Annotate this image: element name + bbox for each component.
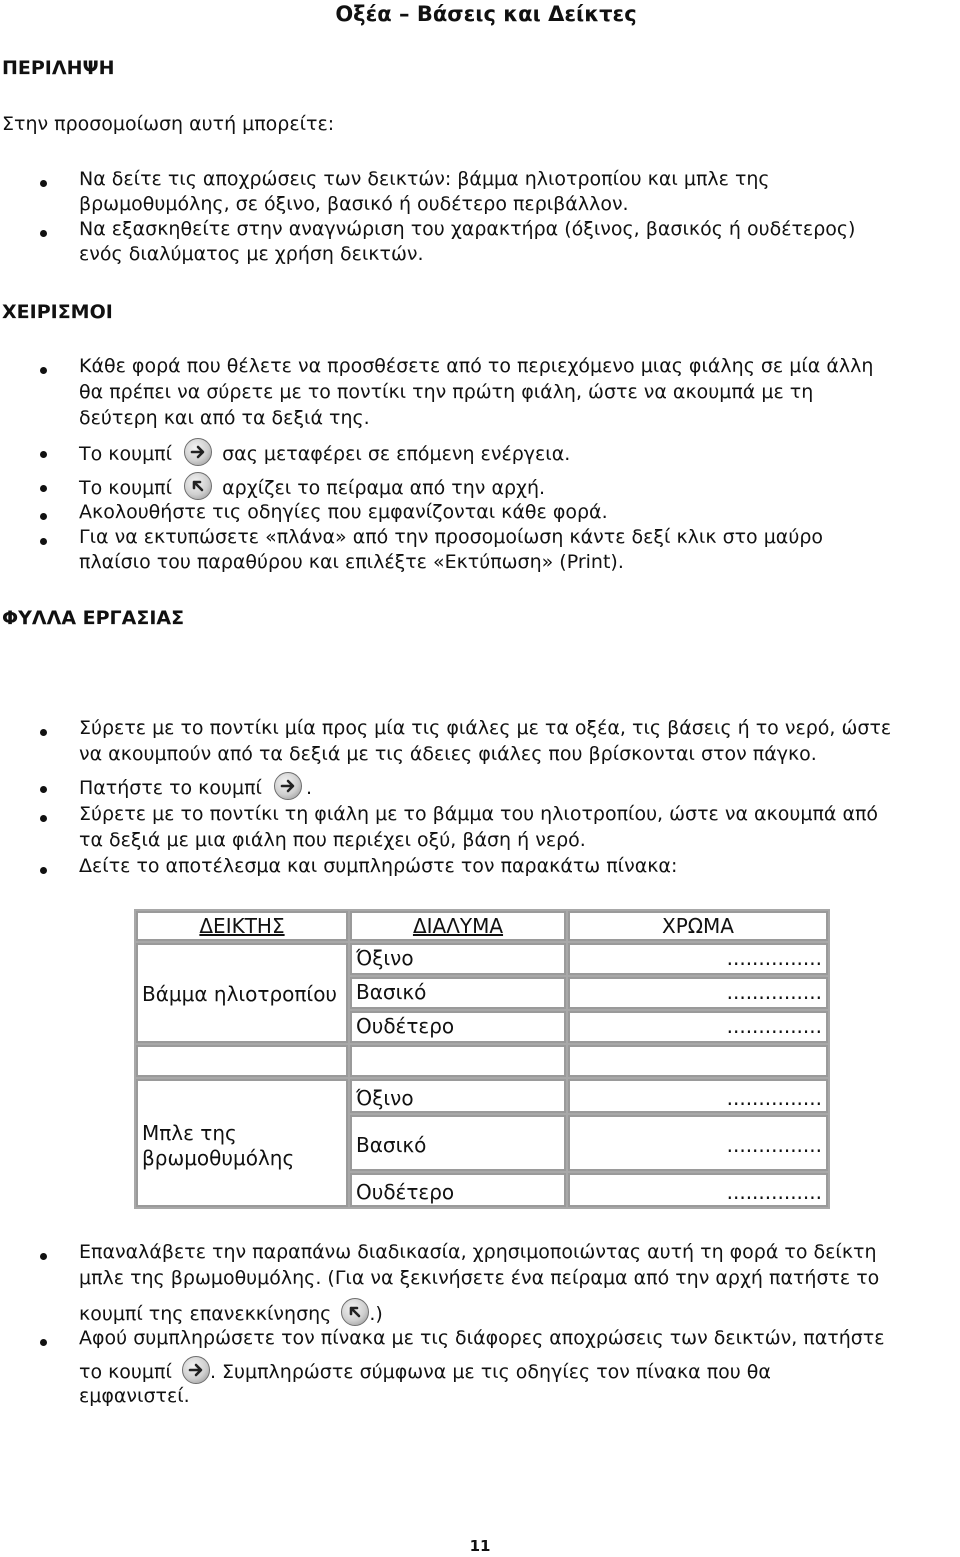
worksheets-item-1-line-2: να ακουμπούν από τα δεξιά με τις άδειες φιάλες που βρίσκονται στον πάγκο. [79, 743, 817, 765]
worksheets-item-2-pre: Πατήστε το κουμπί [79, 777, 262, 799]
indicator-line-1: Μπλε της [142, 1121, 237, 1145]
table-solution: Ουδέτερο [350, 1011, 566, 1043]
arrow-up-left-icon [341, 1298, 369, 1326]
table-color-blank[interactable]: ............... [568, 943, 828, 975]
table-color-blank[interactable]: ............... [568, 1115, 828, 1171]
controls-item-2-post: σας μεταφέρει σε επόμενη ενέργεια. [222, 443, 571, 465]
bullet [40, 1253, 47, 1260]
table-color-blank[interactable]: ............... [568, 1079, 828, 1113]
controls-item-3 [79, 472, 957, 501]
controls-item-5-line-1: Για να εκτυπώσετε «πλάνα» από την προσομοίωση κάντε δεξί κλικ στο μαύρο [79, 526, 824, 548]
page-number: 11 [469, 1537, 491, 1555]
table-spacer-cell [350, 1045, 566, 1077]
bullet [40, 230, 47, 237]
table-solution: Όξινο [350, 943, 566, 975]
worksheets-item-6-line-1: Αφού συμπληρώσετε τον πίνακα με τις διάφορες αποχρώσεις των δεικτών, πατήστε [79, 1327, 885, 1349]
header-text: ΔΕΙΚΤΗΣ [199, 914, 285, 938]
indicator-line-2: βρωμοθυμόλης [142, 1146, 295, 1170]
worksheets-item-5-line-3 [79, 1298, 957, 1327]
controls-item-1-line-1: Κάθε φορά που θέλετε να προσθέσετε από το περιεχόμενο μιας φιάλης σε μία άλλη [79, 355, 874, 377]
bullet [40, 367, 47, 374]
worksheets-item-2 [79, 772, 957, 801]
header-text: ΔΙΑΛΥΜΑ [412, 914, 504, 938]
bullet [40, 485, 47, 492]
summary-heading: ΠΕΡΙΛΗΨΗ [2, 57, 115, 79]
bullet [40, 786, 47, 793]
table-solution: Όξινο [350, 1079, 566, 1113]
table-indicator-bromothymol [136, 1079, 348, 1207]
bullet [40, 451, 47, 458]
table-header-solution [350, 911, 566, 941]
table-spacer-cell [568, 1045, 828, 1077]
table-color-blank[interactable]: ............... [568, 1011, 828, 1043]
table-solution: Βασικό [350, 977, 566, 1009]
worksheets-item-6-line-3: εμφανιστεί. [79, 1385, 190, 1407]
summary-item-2-line-1: Να εξασκηθείτε στην αναγνώριση του χαρακτήρα (όξινος, βασικός ή ουδέτερος) [79, 218, 856, 240]
table-indicator-litmus: Βάμμα ηλιοτροπίου [136, 943, 348, 1043]
worksheets-item-3-line-2: τα δεξιά με μια φιάλη που περιέχει οξύ, βάση ή νερό. [79, 829, 586, 851]
worksheets-item-5-line-3-post: .) [369, 1303, 383, 1325]
controls-item-5-line-2: πλαίσιο του παραθύρου και επιλέξτε «Εκτύπωση» (Print). [79, 551, 624, 573]
controls-item-1-line-2: θα πρέπει να σύρετε με το ποντίκι την πρώτη φιάλη, ώστε να ακουμπά με τη [79, 381, 814, 403]
worksheets-item-6-line-2-pre: το κουμπί [79, 1361, 172, 1383]
table-solution: Ουδέτερο [350, 1173, 566, 1207]
controls-item-3-pre: Το κουμπί [79, 477, 173, 499]
worksheets-item-4: Δείτε το αποτέλεσμα και συμπληρώστε τον παρακάτω πίνακα: [79, 855, 678, 877]
arrow-right-icon [182, 1356, 210, 1384]
bullet [40, 815, 47, 822]
controls-item-1-line-3: δεύτερη και από τα δεξιά της. [79, 407, 370, 429]
arrow-right-icon [184, 438, 212, 466]
summary-item-2-line-2: ενός διαλύματος με χρήση δεικτών. [79, 243, 424, 265]
page-title: Οξέα – Βάσεις και Δείκτες [335, 2, 637, 26]
summary-item-1-line-1: Να δείτε τις αποχρώσεις των δεικτών: βάμμα ηλιοτροπίου και μπλε της [79, 168, 770, 190]
table-header-indicator [136, 911, 348, 941]
worksheets-item-2-post: . [306, 777, 313, 799]
bullet [40, 513, 47, 520]
worksheets-item-5-line-1: Επαναλάβετε την παραπάνω διαδικασία, χρησιμοποιώντας αυτή τη φορά το δείκτη [79, 1241, 877, 1263]
controls-item-3-post: αρχίζει το πείραμα από την αρχή. [222, 477, 546, 499]
worksheets-heading: ΦΥΛΛΑ ΕΡΓΑΣΙΑΣ [2, 607, 185, 629]
worksheets-item-6-line-2 [79, 1356, 957, 1385]
worksheets-item-5-line-2: μπλε της βρωμοθυμόλης. (Για να ξεκινήσετε ένα πείραμα από την αρχή πατήστε το [79, 1267, 880, 1289]
table-color-blank[interactable]: ............... [568, 1173, 828, 1207]
table-color-blank[interactable]: ............... [568, 977, 828, 1009]
controls-item-2 [79, 438, 957, 467]
table-solution: Βασικό [350, 1115, 566, 1171]
bullet [40, 867, 47, 874]
controls-item-4: Ακολουθήστε τις οδηγίες που εμφανίζονται κάθε φορά. [79, 501, 608, 523]
summary-item-1-line-2: βρωμοθυμόλης, σε όξινο, βασικό ή ουδέτερο περιβάλλον. [79, 193, 629, 215]
arrow-right-icon [274, 772, 302, 800]
bullet [40, 538, 47, 545]
worksheets-item-1-line-1: Σύρετε με το ποντίκι μία προς μία τις φιάλες με τα οξέα, τις βάσεις ή το νερό, ώστε [79, 717, 892, 739]
bullet [40, 180, 47, 187]
bullet [40, 1339, 47, 1346]
table-header-color: ΧΡΩΜΑ [568, 911, 828, 941]
controls-heading: ΧΕΙΡΙΣΜΟΙ [2, 301, 113, 323]
arrow-up-left-icon [184, 472, 212, 500]
worksheets-item-5-line-3-pre: κουμπί της επανεκκίνησης [79, 1303, 332, 1325]
table-spacer-cell [136, 1045, 348, 1077]
worksheets-item-6-line-2-post: . Συμπληρώστε σύμφωνα με τις οδηγίες τον πίνακα που θα [209, 1361, 771, 1383]
controls-item-2-pre: Το κουμπί [79, 443, 173, 465]
bullet [40, 729, 47, 736]
worksheets-item-3-line-1: Σύρετε με το ποντίκι τη φιάλη με το βάμμα του ηλιοτροπίου, ώστε να ακουμπά από [79, 803, 879, 825]
summary-intro: Στην προσομοίωση αυτή μπορείτε: [2, 113, 335, 135]
